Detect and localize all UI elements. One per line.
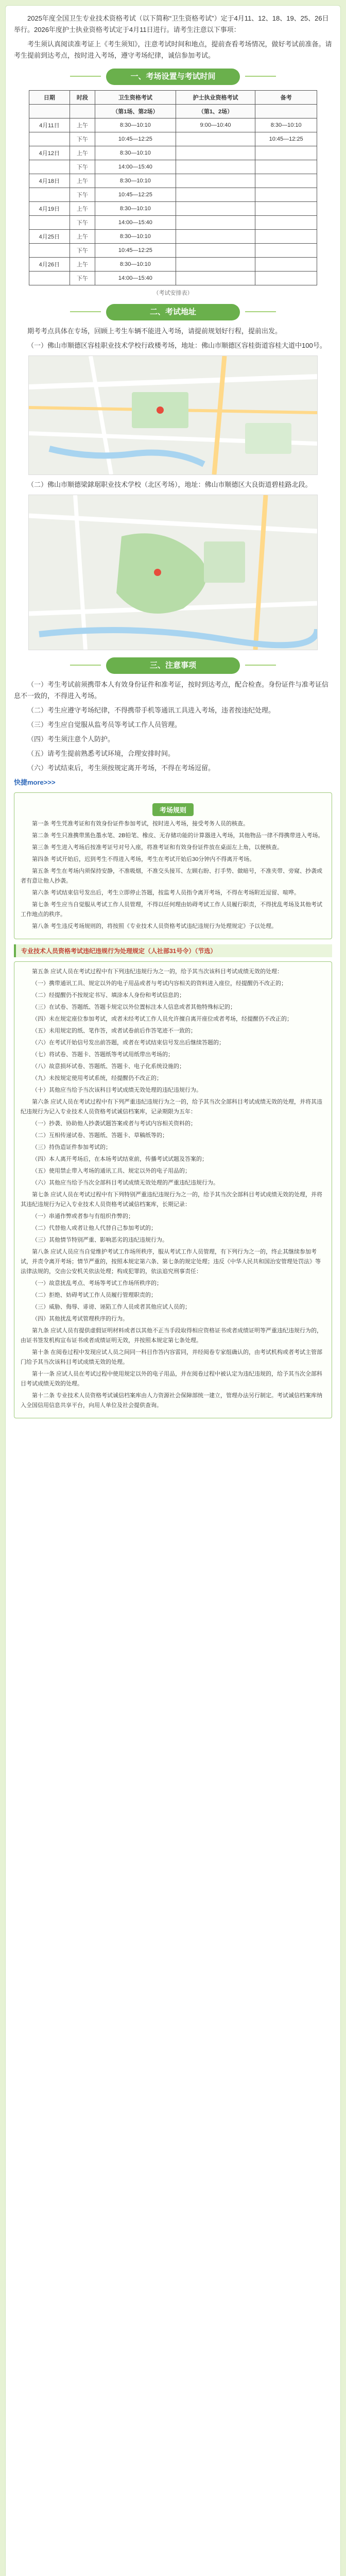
- schedule-cell-date: 4月26日: [29, 258, 70, 272]
- schedule-row: [29, 132, 317, 146]
- rules-tag: 考场规则: [152, 803, 194, 816]
- law-item: （二）互相传递试卷、答题纸、答题卡、草稿纸等的；: [32, 1132, 168, 1139]
- schedule-cell-date: [29, 244, 70, 258]
- schedule-cell-date: 4月11日: [29, 118, 70, 132]
- map-1-marker: [157, 406, 164, 414]
- schedule-row: [29, 230, 317, 244]
- schedule-row: [29, 216, 317, 230]
- law-item: 第十一条 应试人员在考试过程中使用规定以外的电子用品，并在阅卷过程中被认定为违纪违规的，给予其当次全部科目考试成绩无效的处理。: [21, 1371, 323, 1387]
- schedule-cell-c: [255, 244, 317, 258]
- law-item: （四）未在规定座位参加考试，或者未经考试工作人员允许擅自离开座位或者考场，经提醒仍不改正的；: [32, 1016, 292, 1022]
- law-item: （五）未用规定的纸、笔作答，或者试卷前后作答笔迹不一致的；: [32, 1028, 196, 1034]
- law-item: 第六条 应试人员在考试过程中有下列严重违纪违规行为之一的，给予其当次全部科目考试成绩无效的处理，并将其违纪违规行为记入专业技术人员资格考试诚信档案库，记录期限为五年：: [21, 1099, 323, 1115]
- schedule-cell-c: 8:30—10:10: [255, 118, 317, 132]
- subheader-0: [29, 105, 70, 118]
- subheader-4: [255, 105, 317, 118]
- law-item: （一）抄袭、协助他人抄袭试题答案或者与考试内容相关资料的；: [32, 1121, 196, 1127]
- schedule-cell-a: 8:30—10:10: [95, 146, 176, 160]
- schedule-cell-c: [255, 258, 317, 272]
- law-item: （一）串通作弊或者参与有组织作弊的；: [32, 1213, 134, 1219]
- schedule-row: [29, 188, 317, 202]
- schedule-cell-b: [176, 146, 255, 160]
- schedule-cell-a: 10:45—12:25: [95, 244, 176, 258]
- header-date: 日期: [29, 91, 70, 105]
- header-col-a: 卫生资格考试: [95, 91, 176, 105]
- map-image-1: [28, 355, 318, 475]
- schedule-caption: （考试安排表）: [153, 290, 193, 296]
- schedule-cell-c: [255, 272, 317, 285]
- more-link[interactable]: 快捷more>>>: [14, 778, 56, 786]
- schedule-cell-c: [255, 188, 317, 202]
- law-item: （二）代替他人或者让他人代替自己参加考试的；: [32, 1225, 157, 1231]
- law-item: （三）威胁、侮辱、诽谤、诬陷工作人员或者其他应试人员的；: [32, 1304, 191, 1310]
- schedule-cell-date: 4月18日: [29, 174, 70, 188]
- rule-item: 第一条 考生凭准考证和有效身份证件参加考试，按时进入考场，接受考务人员的核查。: [32, 821, 249, 827]
- address-item-2: （二）佛山市顺德梁銶琚职业技术学校（北区考场），地址：佛山市顺德区大良街道碧桂路北段。: [27, 481, 312, 488]
- schedule-cell-slot: 上午: [70, 202, 95, 216]
- schedule-cell-date: [29, 188, 70, 202]
- schedule-cell-slot: 下午: [70, 216, 95, 230]
- subheader-1: [70, 105, 95, 118]
- rule-item: 第七条 考生应当自觉服从考试工作人员管理，不得以任何理由妨碍考试工作人员履行职责，不得扰乱考场及其他考试工作地点的秩序。: [21, 902, 323, 918]
- schedule-cell-c: [255, 216, 317, 230]
- map-2-marker: [154, 569, 161, 576]
- schedule-row: [29, 244, 317, 258]
- schedule-cell-date: 4月25日: [29, 230, 70, 244]
- schedule-header-row: [29, 91, 317, 105]
- header-slot: 时段: [70, 91, 95, 105]
- schedule-cell-slot: 上午: [70, 258, 95, 272]
- rule-item: 第二条 考生只准携带黑色墨水笔、2B铅笔、橡皮、无存储功能的计算器进入考场，其他物品一律不得携带进入考场。: [32, 833, 324, 839]
- header-col-b: 护士执业资格考试: [176, 91, 255, 105]
- rule-item: 第六条 考试结束信号发出后，考生立即停止答题，按监考人员指令离开考场，不得在考场附近逗留、喧哗。: [32, 890, 300, 896]
- schedule-row: [29, 146, 317, 160]
- schedule-cell-slot: 下午: [70, 244, 95, 258]
- notice-5: （五）请考生提前熟悉考试环境，合理安排时间。: [27, 750, 175, 757]
- law-item: 第七条 应试人员在考试过程中有下列特别严重违纪违规行为之一的，给予其当次全部科目考试成绩无效的处理，并将其违纪违规行为记入专业技术人员资格考试诚信档案库，长期记录：: [21, 1192, 323, 1208]
- address-item-1: （一）佛山市顺德区容桂职业技术学校行政楼考场，地址：佛山市顺德区容桂街道容桂大道中100号。: [27, 342, 326, 349]
- schedule-cell-c: [255, 202, 317, 216]
- schedule-cell-b: [176, 188, 255, 202]
- law-item: （三）其他情节特别严重、影响恶劣的违纪违规行为。: [32, 1237, 168, 1243]
- section-title-3: 三、注意事项: [106, 657, 240, 674]
- schedule-cell-a: 14:00—15:40: [95, 272, 176, 285]
- law-item: （三）持伪造证件参加考试的；: [32, 1144, 111, 1150]
- notice-4: （四）考生须注意个人防护。: [27, 735, 115, 743]
- subheader-3: （第1、2场）: [176, 105, 255, 118]
- section2-paragraph: 期考考点具体在专场，回顾上考生车辆不能进入考场，请提前规划好行程，提前出发。: [27, 327, 282, 335]
- schedule-cell-date: 4月12日: [29, 146, 70, 160]
- law-item: 第五条 应试人员在考试过程中有下列违纪违规行为之一的，给予其当次该科目考试成绩无效的处理：: [32, 969, 283, 975]
- header-col-c: 备考: [255, 91, 317, 105]
- schedule-cell-c: [255, 146, 317, 160]
- notice-3: （三）考生应自觉服从监考员等考试工作人员管理。: [27, 721, 182, 728]
- schedule-row: [29, 118, 317, 132]
- schedule-cell-slot: 上午: [70, 118, 95, 132]
- section-title-1: 一、考场设置与考试时间: [106, 69, 240, 85]
- schedule-cell-b: [176, 202, 255, 216]
- law-item: （八）故意损坏试卷、答题纸、答题卡、电子化系统设施的；: [32, 1063, 185, 1070]
- schedule-cell-slot: 下午: [70, 132, 95, 146]
- schedule-body: [29, 118, 317, 285]
- schedule-cell-a: 8:30—10:10: [95, 230, 176, 244]
- law-item: （四）本人离开考场后，在本场考试结束前，传播考试试题及答案的；: [32, 1156, 207, 1162]
- schedule-cell-a: 8:30—10:10: [95, 118, 176, 132]
- rules-box: [14, 792, 332, 939]
- law-item: （二）拒绝、妨碍考试工作人员履行管理职责的；: [32, 1292, 157, 1298]
- law-item: （二）经提醒仍不按规定书写、填涂本人身份和考试信息的；: [32, 992, 185, 998]
- schedule-cell-date: [29, 160, 70, 174]
- schedule-cell-date: [29, 132, 70, 146]
- law-item: 第十条 在阅卷过程中发现应试人员之间同一科目作答内容雷同，并经阅卷专家组确认的，由考试机构或者考试主管部门给予其当次该科目考试成绩无效的处理。: [21, 1349, 323, 1365]
- rule-item: 第四条 考试开始后，迟到考生不得进入考场，考生在考试开始后30分钟内不得离开考场。: [32, 856, 255, 862]
- schedule-cell-a: 8:30—10:10: [95, 258, 176, 272]
- law-item: （十）其他应当给予当次该科目考试成绩无效处理的违纪违规行为。: [32, 1087, 202, 1093]
- schedule-cell-slot: 下午: [70, 160, 95, 174]
- map-2-graphic: [29, 495, 317, 650]
- law-item: （一）故意扰乱考点、考场等考试工作场所秩序的；: [32, 1280, 162, 1286]
- schedule-cell-a: 8:30—10:10: [95, 202, 176, 216]
- schedule-subheader-row: [29, 105, 317, 118]
- schedule-row: [29, 160, 317, 174]
- schedule-cell-b: [176, 272, 255, 285]
- schedule-table: [29, 90, 317, 285]
- schedule-cell-date: [29, 272, 70, 285]
- schedule-cell-slot: 下午: [70, 272, 95, 285]
- schedule-cell-a: 14:00—15:40: [95, 216, 176, 230]
- law-item: 第九条 应试人员有提供虚假证明材料或者以其他不正当手段取得相应资格证书或者成绩证明等严重违纪违规行为的，由证书签发机构宣布证书或者成绩证明无效，并按照本规定第七条处理。: [21, 1328, 323, 1344]
- schedule-cell-date: 4月19日: [29, 202, 70, 216]
- subheader-2: （第1场、第2场）: [95, 105, 176, 118]
- notice-1: （一）考生考试前须携带本人有效身份证件和准考证，按时到达考点，配合检查。身份证件与准考证信息不一致的，不得进入考场。: [14, 681, 329, 700]
- intro-paragraph-1: 2025年度全国卫生专业技术资格考试（以下简称“卫生资格考试”）定于4月11、12、18、19、25、26日举行。2026年度护士执业资格考试定于4月11日进行。请考生注意以下事项：: [14, 14, 329, 33]
- law-list: [21, 967, 325, 1411]
- schedule-cell-a: 10:45—12:25: [95, 132, 176, 146]
- rule-item: 第三条 考生进入考场后按准考证号对号入座，将准考证和有效身份证件放在桌面左上角，以便核查。: [32, 844, 283, 851]
- law-item: （四）其他扰乱考试管理秩序的行为。: [32, 1316, 128, 1322]
- schedule-row: [29, 272, 317, 285]
- law-item: （六）在考试开始信号发出前答题，或者在考试结束信号发出后继续答题的；: [32, 1040, 224, 1046]
- schedule-cell-a: 8:30—10:10: [95, 174, 176, 188]
- schedule-cell-c: 10:45—12:25: [255, 132, 317, 146]
- schedule-cell-c: [255, 230, 317, 244]
- law-item: （五）使用禁止带入考场的通讯工具、规定以外的电子用品的；: [32, 1168, 191, 1174]
- schedule-cell-b: [176, 160, 255, 174]
- schedule-cell-b: [176, 132, 255, 146]
- notice-2: （二）考生应遵守考场纪律，不得携带手机等通讯工具进入考场，违者按违纪处理。: [27, 706, 275, 714]
- schedule-cell-b: [176, 216, 255, 230]
- schedule-row: [29, 174, 317, 188]
- schedule-cell-b: [176, 244, 255, 258]
- section-title-2: 二、考试地址: [106, 304, 240, 320]
- map-image-2: [28, 495, 318, 650]
- schedule-cell-slot: 下午: [70, 188, 95, 202]
- schedule-cell-b: [176, 258, 255, 272]
- rule-item: 第八条 考生违反考场规则的，将按照《专业技术人员资格考试违纪违规行为处理规定》予以处理。: [32, 923, 278, 929]
- rules-list: [21, 819, 325, 931]
- notice-6: （六）考试结束后，考生须按规定离开考场，不得在考场逗留。: [27, 764, 215, 772]
- schedule-cell-date: [29, 216, 70, 230]
- law-item: （七）将试卷、答题卡、答题纸等考试用纸带出考场的；: [32, 1052, 174, 1058]
- law-item: 第十二条 专业技术人员资格考试诚信档案库由人力资源社会保障部统一建立，管理办法另行制定。考试诚信档案库纳入全国信用信息共享平台，向用人单位及社会提供查询。: [21, 1393, 323, 1409]
- intro-paragraph-2: 考生须认真阅读准考证上《考生须知》，注意考试时间和地点，提前查看考场情况，做好考试前准备。请考生提前到达考点，按时进入考场，遵守考场纪律，诚信参加考试。: [14, 40, 332, 59]
- schedule-cell-b: [176, 174, 255, 188]
- law-title-bar: 专业技术人员资格考试违纪违规行为处理规定（人社部31号令）（节选）: [14, 944, 332, 957]
- schedule-cell-a: 10:45—12:25: [95, 188, 176, 202]
- schedule-cell-c: [255, 160, 317, 174]
- law-item: （三）在试卷、答题纸、答题卡规定以外位置标注本人信息或者其他特殊标记的；: [32, 1004, 236, 1010]
- schedule-cell-slot: 上午: [70, 146, 95, 160]
- rule-item: 第五条 考生在考场内须保持安静，不准吸烟，不准交头接耳、左顾右盼、打手势、做暗号，不准夹带、旁窥、抄袭或者有意让他人抄袭。: [21, 868, 323, 884]
- schedule-cell-slot: 上午: [70, 174, 95, 188]
- article-card: [5, 5, 341, 2576]
- map-1-graphic: [29, 356, 317, 474]
- law-box: [14, 961, 332, 1418]
- schedule-row: [29, 258, 317, 272]
- schedule-cell-b: [176, 230, 255, 244]
- schedule-cell-b: 9:00—10:40: [176, 118, 255, 132]
- law-item: （一）携带通讯工具、规定以外的电子用品或者与考试内容相关的资料进入座位，经提醒仍不改正的；: [32, 980, 287, 987]
- law-item: （九）未按规定使用考试系统，经提醒仍不改正的；: [32, 1075, 162, 1081]
- schedule-cell-a: 14:00—15:40: [95, 160, 176, 174]
- schedule-cell-c: [255, 174, 317, 188]
- schedule-cell-slot: 上午: [70, 230, 95, 244]
- law-item: 第八条 应试人员应当自觉维护考试工作场所秩序，服从考试工作人员管理，有下列行为之一的，终止其继续参加考试，并责令离开考场；情节严重的，按照本规定第六条、第七条的规定处理；违反《中华人民共和国治安管理处罚法》等法律法规的，交由公安机关依法处理；构成犯罪的，依法追究刑事责任：: [21, 1249, 321, 1275]
- law-item: （六）其他应当给予当次全部科目考试成绩无效处理的严重违纪违规行为。: [32, 1180, 219, 1186]
- schedule-row: [29, 202, 317, 216]
